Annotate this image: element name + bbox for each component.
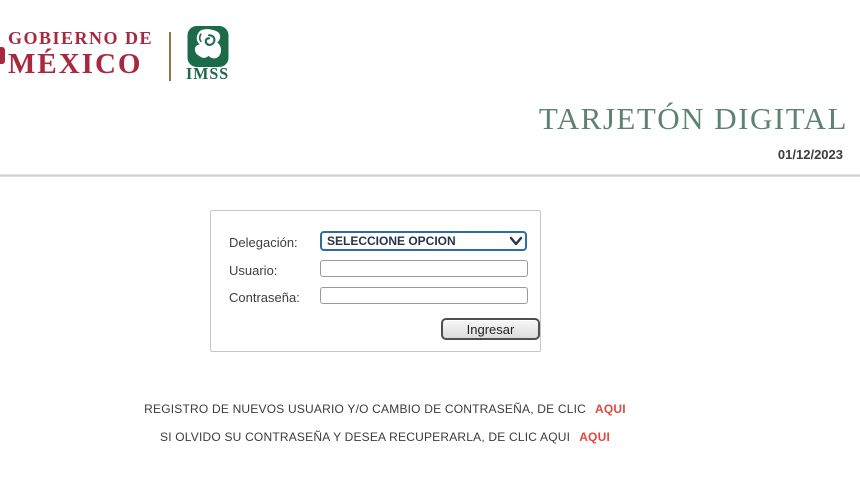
contrasena-label: Contraseña: (229, 290, 300, 305)
register-aqui-link[interactable]: AQUI (595, 402, 626, 416)
imss-logo (186, 26, 229, 84)
recover-aqui-link[interactable]: AQUI (579, 430, 610, 444)
logo-separator (169, 32, 171, 81)
ingresar-button[interactable]: Ingresar (441, 318, 540, 340)
recover-text: SI OLVIDO SU CONTRASEÑA Y DESEA RECUPERARLA, DE CLIC AQUI (160, 430, 571, 444)
recover-line (0, 430, 770, 444)
delegacion-label: Delegación: (229, 235, 298, 250)
imss-eagle-icon (187, 26, 229, 67)
wordmark-line1: GOBIERNO DE (8, 28, 154, 48)
page-title: TARJETÓN DIGITAL (538, 101, 848, 136)
page-date: 01/12/2023 (777, 147, 843, 162)
header-divider (0, 174, 860, 177)
register-text: REGISTRO DE NUEVOS USUARIO Y/O CAMBIO DE CONTRASEÑA, DE CLIC (144, 402, 587, 416)
logo-edge-fragment (0, 47, 5, 64)
imss-wordmark: IMSS (186, 65, 230, 84)
bottom-links (0, 402, 770, 444)
gobierno-de-mexico-wordmark (8, 29, 153, 79)
usuario-field[interactable] (320, 260, 528, 277)
usuario-label: Usuario: (229, 263, 278, 278)
login-form (210, 210, 541, 352)
register-line (0, 402, 770, 416)
government-header (8, 24, 229, 84)
wordmark-line2: MÉXICO (8, 48, 143, 80)
contrasena-field[interactable] (320, 287, 528, 304)
delegacion-select[interactable] (320, 231, 527, 251)
